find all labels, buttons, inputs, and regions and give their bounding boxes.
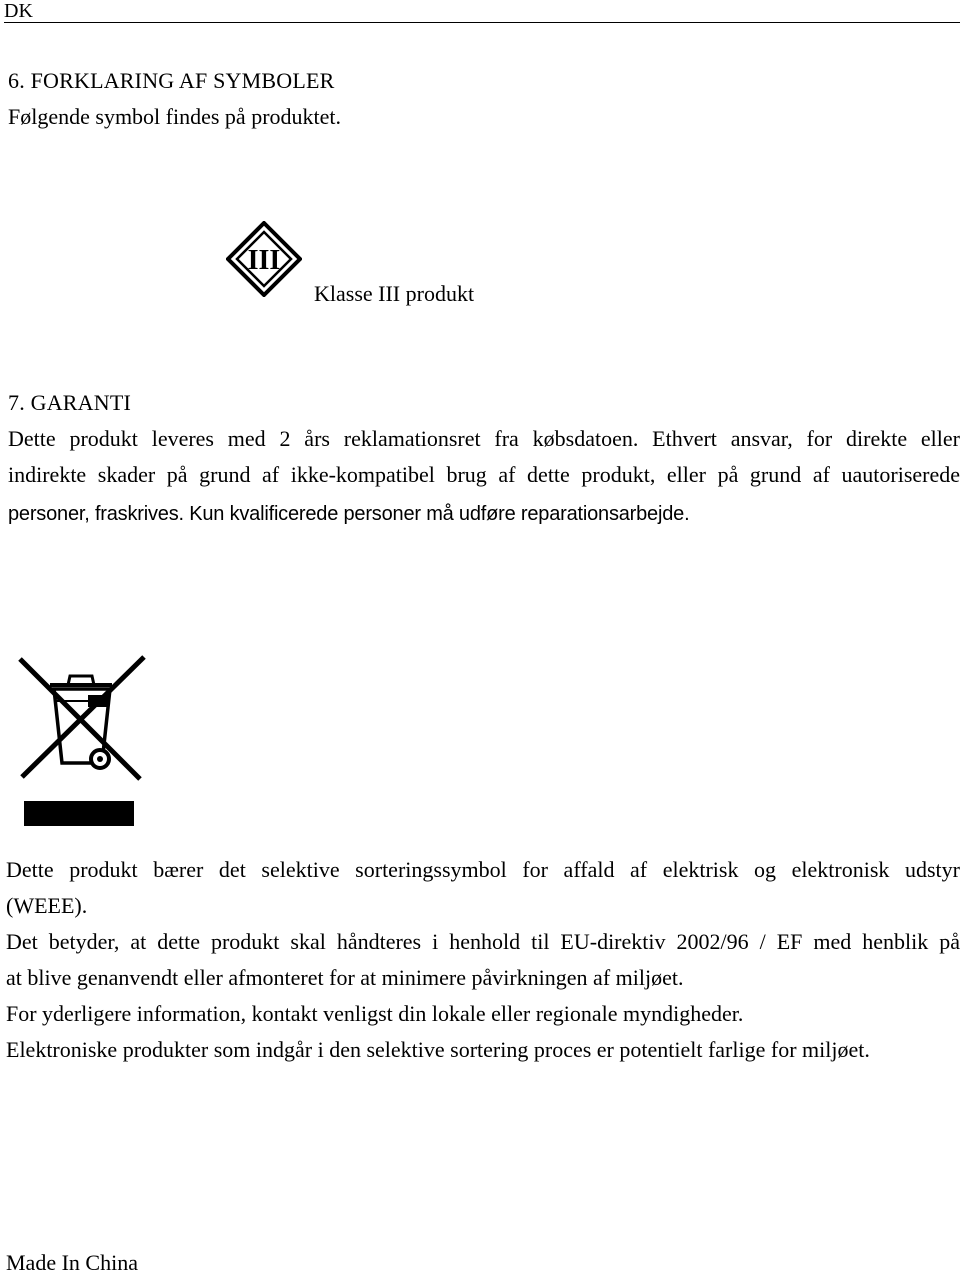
- class-iii-diamond-label: III: [247, 245, 281, 276]
- weee-line-2: (WEEE).: [6, 893, 88, 918]
- warranty-repair-notice: Kun kvalificerede personer må udføre reparationsarbejde.: [189, 503, 690, 525]
- section-7-heading: 7. GARANTI: [8, 390, 131, 415]
- warranty-line-1: Dette produkt leveres med 2 års reklamationsret fra købsdatoen. Ethvert ansvar, for direkte eller: [8, 426, 960, 451]
- weee-line-1: Dette produkt bærer det selektive sorteringssymbol for affald af elektrisk og elektronisk udstyr: [6, 857, 960, 882]
- weee-black-bar: [24, 801, 134, 826]
- warranty-line-2: indirekte skader på grund af ikke-kompatibel brug af dette produkt, eller på grund af uautoriserede: [8, 462, 960, 487]
- warranty-disclaimer: personer, fraskrives.: [8, 503, 190, 525]
- weee-line-6: Elektroniske produkter som indgår i den selektive sortering proces er potentielt farlige for miljøet.: [6, 1037, 870, 1062]
- class-iii-diamond-icon: [226, 221, 302, 297]
- made-in-china: Made In China: [6, 1250, 138, 1275]
- class-iii-caption: Klasse III produkt: [314, 281, 475, 306]
- language-code: DK: [4, 0, 33, 22]
- section-6-intro: Følgende symbol findes på produktet.: [8, 104, 342, 129]
- warranty-line-3: [8, 499, 689, 528]
- header-divider: [4, 22, 960, 23]
- crossed-out-wheelie-bin-icon: [16, 655, 150, 783]
- weee-line-4: at blive genanvendt eller afmonteret for at minimere påvirkningen af miljøet.: [6, 965, 684, 990]
- weee-line-3: Det betyder, at dette produkt skal håndteres i henhold til EU-direktiv 2002/96 / EF med henblik på: [6, 929, 960, 954]
- weee-line-5: For yderligere information, kontakt venligst din lokale eller regionale myndigheder.: [6, 1001, 744, 1026]
- section-6-heading: 6. FORKLARING AF SYMBOLER: [8, 68, 335, 93]
